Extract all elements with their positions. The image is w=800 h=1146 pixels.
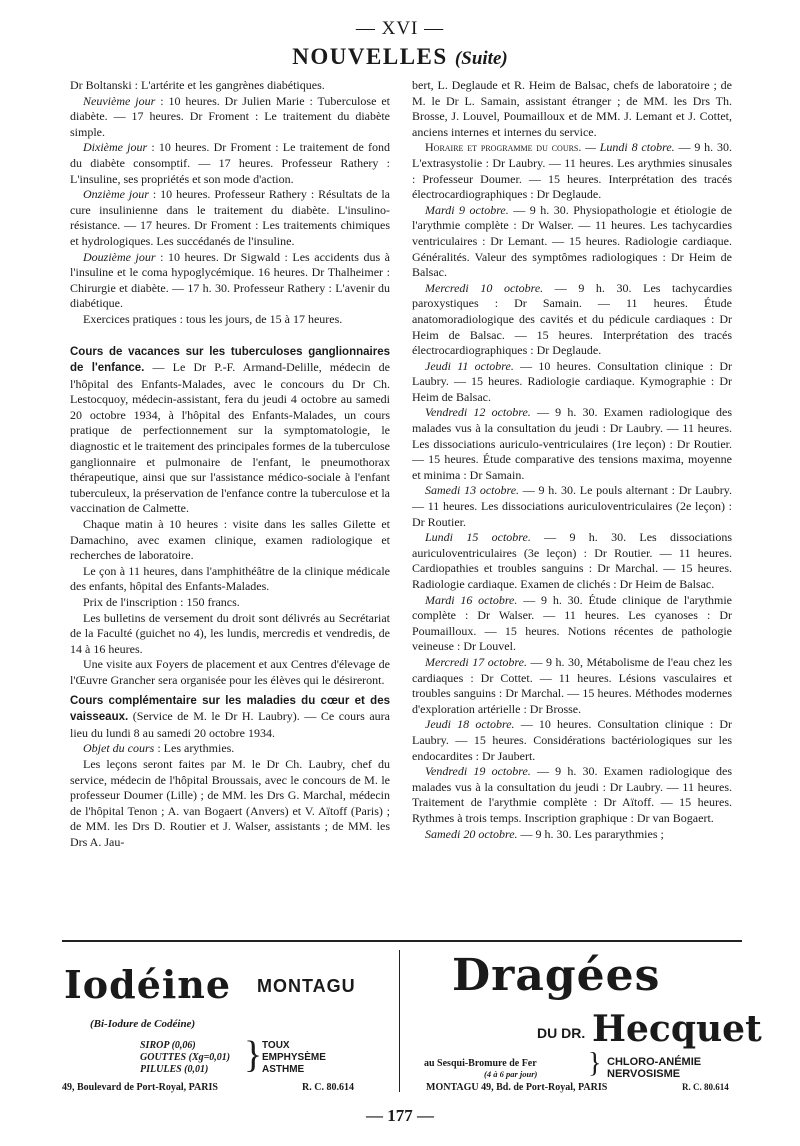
ad-indication: CHLORO-ANÉMIE xyxy=(607,1056,702,1068)
paragraph: Les bulletins de versement du droit sont délivrés au Secrétariat de la Faculté (guichet no 4), les lundis, mercredis et vendredis, de 14 à 16 heures. xyxy=(70,610,390,656)
page-number: — 177 — xyxy=(366,1106,434,1125)
paragraph-text: — 10 heures. Consultation clinique : Dr Laubry. — 15 heures. Considérations bactériologiques sur les endocardites : Dr Jaubert. xyxy=(412,717,732,763)
ad-dose: (4 à 6 par jour) xyxy=(484,1069,538,1079)
paragraph: Exercices pratiques : tous les jours, de 15 à 17 heures. xyxy=(83,311,343,326)
paragraph-text: : 10 heures. Professeur Rathery : Résultats de la cure insulinienne dans le traitement du diabète. L'insulino-résistance. — 17 heures. Dr Froment : Les traitements chimiques et hydrologiques. Les succédanés de l'insuline. xyxy=(70,187,390,248)
date-label: Mercredi 17 octobre. xyxy=(425,654,527,669)
paragraph-text: — 9 h. 30. Le pouls alternant : Dr Laubry. — 11 heures. Les dissociations auriculoventriculaires (2e leçon) : Dr Routier. xyxy=(412,483,732,529)
paragraph-text: : 10 heures. Dr Sigwald : Les accidents dus à l'insuline et le coma hypoglycémique. 16 heures. Dr Thalheimer : Chirurgie et diabète. — 17 h. 30. Professeur Rathery : L'avenir du diabétique. xyxy=(70,249,390,311)
paragraph xyxy=(412,483,732,530)
paragraph xyxy=(412,203,732,281)
paragraph: bert, L. Deglaude et R. Heim de Balsac, chefs de laboratoire ; de M. le Dr L. Samain, assistant étranger ; de MM. les Drs Th. Brosse, J. Louvel, Poumailloux et de MM. J. Lemant et J. Cottet, anciens internes et internes du service. xyxy=(412,78,732,139)
brace-icon: } xyxy=(244,1034,263,1076)
ad-dragees-hecquet xyxy=(412,950,762,1093)
ad-maker: MONTAGU xyxy=(257,976,356,996)
paragraph xyxy=(412,140,732,202)
ad-visa: R. C. 80.614 xyxy=(302,1082,354,1093)
ad-subtitle: (Bi-Iodure de Codéine) xyxy=(90,1018,196,1030)
paragraph xyxy=(412,764,732,826)
header-suffix: (Suite) xyxy=(454,48,508,69)
paragraph-text: — 9 h. 30. Examen radiologique des malades vus à la consultation du jeudi : Dr Laubry. — 11 heures. Traitement de l'arythmie complète : Dr Aïtoff. — 15 heures. Rythmes à trois temps. Inscription graphique : Dr van Bogaert. xyxy=(412,764,732,825)
ad-brand-name: Hecquet xyxy=(592,1008,762,1050)
section-title: Cours complémentaire sur les maladies du cœur et des vaisseaux. xyxy=(70,694,390,724)
paragraph-text: — 9 h. 30. Les dissociations auriculoventriculaires (3e leçon) : Dr Routier. — 11 heures. Cardiopathies et troubles sanguins : Dr Marchal. — 15 heures. Radiologie cardiaque. Examen de clichés : Dr Heim de Balsac. xyxy=(412,530,732,591)
ad-form-item: SIROP (0,06) xyxy=(140,1040,196,1051)
date-label: Mardi 9 octobre. xyxy=(425,202,509,217)
ad-subtitle xyxy=(424,1058,537,1080)
paragraph xyxy=(70,140,390,187)
ad-indication: EMPHYSÈME xyxy=(262,1052,326,1063)
date-label: Samedi 13 octobre. xyxy=(425,483,520,498)
header-title: NOUVELLES xyxy=(292,44,448,69)
date-label: Mercredi 10 octobre. xyxy=(425,280,544,295)
ad-address: 49, Boulevard de Port-Royal, PARIS xyxy=(62,1082,218,1093)
paragraph-text: — 9 h. 30. Étude clinique de l'arythmie complète : Dr Walser. — 11 heures. Les cyanoses : Dr Poumailloux. — 15 heures. Notions récentes de pathologie veineuse : Dr Louvel. xyxy=(412,592,732,654)
paragraph-text: — 9 h. 30. Les tachycardies paroxystiques : Dr Samain. — 11 heures. Étude anatomoradiologique des cavités et du pédicule cardiaques : Dr Heim de Balsac. — 15 heures. Interprétation des tracés électrocardiographiques : Dr Deglaude. xyxy=(412,280,732,358)
right-column xyxy=(412,78,732,928)
date-label: — Lundi 8 ctobre. xyxy=(581,140,675,155)
paragraph: Chaque matin à 10 heures : visite dans les salles Gilette et Damachino, avec examen clinique, examen radiologique et recherches de laboratoire. xyxy=(70,517,390,563)
day-label: Onzième jour xyxy=(83,187,149,202)
paragraph-text: — 9 h. 30. Les pararythmies ; xyxy=(517,826,664,841)
ad-form-item: PILULES (0,01) xyxy=(140,1064,209,1075)
paragraph xyxy=(70,741,390,757)
day-label: Douzième jour xyxy=(83,249,156,264)
ad-indications xyxy=(262,1040,326,1076)
day-label: Neuvième jour xyxy=(83,93,156,108)
paragraph: Une visite aux Foyers de placement et aux Centres d'élevage de l'Œuvre Grancher sera organisée pour les élèves qui le désireront. xyxy=(70,657,390,687)
advertisement-band xyxy=(62,940,762,1093)
paragraph: Prix de l'inscription : 150 francs. xyxy=(83,595,240,609)
ad-indications xyxy=(607,1056,701,1080)
date-label: Mardi 16 octobre. xyxy=(425,592,518,607)
ad-brand: Iodéine xyxy=(64,962,232,1007)
ad-forms xyxy=(140,1040,230,1076)
date-label: Vendredi 12 octobre. xyxy=(425,405,531,420)
ad-brand: Dragées xyxy=(452,950,661,1001)
paragraph-text: : 10 heures. Dr Froment : Le traitement de fond du diabète consomptif. — 17 heures. Professeur Rathery : L'insuline, ses propriétés et son mode d'action. xyxy=(70,140,390,186)
ad-address: MONTAGU 49, Bd. de Port-Royal, PARIS xyxy=(426,1082,608,1093)
date-label: Samedi 20 octobre. xyxy=(425,826,518,841)
paragraph xyxy=(412,405,732,483)
left-column xyxy=(70,78,390,928)
date-label: Jeudi 18 octobre. xyxy=(425,717,515,732)
paragraph xyxy=(70,187,390,249)
ad-visa: R. C. 80.614 xyxy=(682,1082,729,1092)
roman-folio: — XVI — xyxy=(355,18,445,39)
course-object-label: Objet du cours xyxy=(83,741,155,756)
paragraph: Les leçons seront faites par M. le Dr Ch. Laubry, chef du service, médecin de l'hôpital Broussais, avec le concours de M. le professeur Doumer (Lille) ; de MM. les Drs G. Marchal, médecin de l'hôpital Tenon ; A. van Bogaert (Anvers) et V. Aïtoff (Paris) ; de MM. les Drs D. Routier et J. Walser, assistants ; de MM. les Drs A. Jau- xyxy=(70,756,390,849)
ad-composition: au Sesqui-Bromure de Fer xyxy=(424,1058,537,1069)
ad-iodeine xyxy=(62,954,392,1092)
day-label: Dixième jour xyxy=(83,140,148,155)
date-label: Lundi 15 octobre. xyxy=(425,530,531,545)
paragraph xyxy=(412,593,732,655)
section-title: Cours de vacances sur les tuberculoses ganglionnaires de l'enfance. xyxy=(70,345,390,375)
paragraph-text: — 9 h. 30, Métabolisme de l'eau chez les cardiaques : Dr Cottet. — 11 heures. Lésions vasculaires et troubles sanguins : Dr Marchal. — 15 heures. Méthodes modernes d'exploration artérielle : Dr Brosse. xyxy=(412,654,732,716)
date-label: Vendredi 19 octobre. xyxy=(425,764,531,779)
paragraph-text: (Service de M. le Dr H. Laubry). — Ce cours aura lieu du lundi 8 au samedi 20 octobre 1934. xyxy=(70,709,390,740)
paragraph xyxy=(412,530,732,592)
date-label: Jeudi 11 octobre. xyxy=(425,358,514,373)
section-header xyxy=(0,44,800,70)
paragraph xyxy=(412,281,732,359)
ad-indication: TOUX xyxy=(262,1040,290,1051)
paragraph xyxy=(412,655,732,717)
ad-form-item: GOUTTES (Xg=0,01) xyxy=(140,1052,231,1063)
paragraph xyxy=(412,827,732,843)
paragraph xyxy=(70,250,390,312)
ad-indication: ASTHME xyxy=(262,1064,305,1075)
ad-indication: NERVOSISME xyxy=(607,1068,681,1080)
brace-icon: } xyxy=(588,1048,602,1079)
paragraph-text: — 9 h. 30. Examen radiologique des malades vus à la consultation du jeudi : Dr Laubry. — 11 heures. Les dissociations auriculo-ventriculaires (1re leçon) : Dr Routier. — 15 heures. Étude comparative des tensions maxima, moyenne et minima : Dr Samain. xyxy=(412,405,732,482)
ad-divider xyxy=(399,950,400,1092)
paragraph-text: — 10 heures. Consultation clinique : Dr Laubry. — 15 heures. Radiologie cardiaque. Kymographie : Dr Heim de Balsac. xyxy=(412,358,732,404)
paragraph-text: — Le Dr P.-F. Armand-Delille, médecin de l'hôpital des Enfants-Malades, avec le concours du Dr Ch. Lestocquoy, médecin-assistant, fera du jeudi 4 octobre au samedi 20 octobre 1934, à l'hôpital des Enfants-Malades, un cours pratique de perfectionnement sur la symptomatologie, le diagnostic et le traitement des principales formes de la tuberculose ganglionnaire et pulmonaire de l'enfant, le pneumothorax thérapeutique, ainsi que sur l'assistance médico-sociale à l'enfant tuberculeux, la préservation de l'enfance contre la tuberculose et la vaccination de Calmette. xyxy=(70,360,390,516)
paragraph-text: : 10 heures. Dr Julien Marie : Tuberculose et diabète. — 17 heures. Dr Froment : Le traitement du diabète simple. xyxy=(70,93,390,139)
paragraph xyxy=(412,717,732,764)
paragraph xyxy=(70,94,390,141)
ad-brand-prefix: DU DR. xyxy=(537,1025,586,1041)
paragraph-text: — 9 h. 30. L'extrasystolie : Dr Laubry. — 11 heures. Les arythmies sinusales : Professeur Doumer. — 15 heures. Interprétation des tracés électrocardiographiques : Dr Deglaude. xyxy=(412,140,732,202)
schedule-heading: Horaire et programme du cours. xyxy=(425,140,582,155)
paragraph: Dr Boltanski : L'artérite et les gangrènes diabétiques. xyxy=(70,78,325,92)
paragraph-text: — 9 h. 30. Physiopathologie et étiologie de l'arythmie complète : Dr Walser. — 11 heures. Les tachycardies ventriculaires : Dr Lemant. — 15 heures. Radiologie cardiaque. Généralités. Valeur des symptômes radiologiques : Dr Heim de Balsac. xyxy=(412,202,732,280)
paragraph-text: : Les arythmies. xyxy=(154,741,235,756)
paragraph: Le çon à 11 heures, dans l'amphithéâtre de la clinique médicale des enfants, hôpital des Enfants-Malades. xyxy=(70,563,390,594)
paragraph xyxy=(412,359,732,406)
